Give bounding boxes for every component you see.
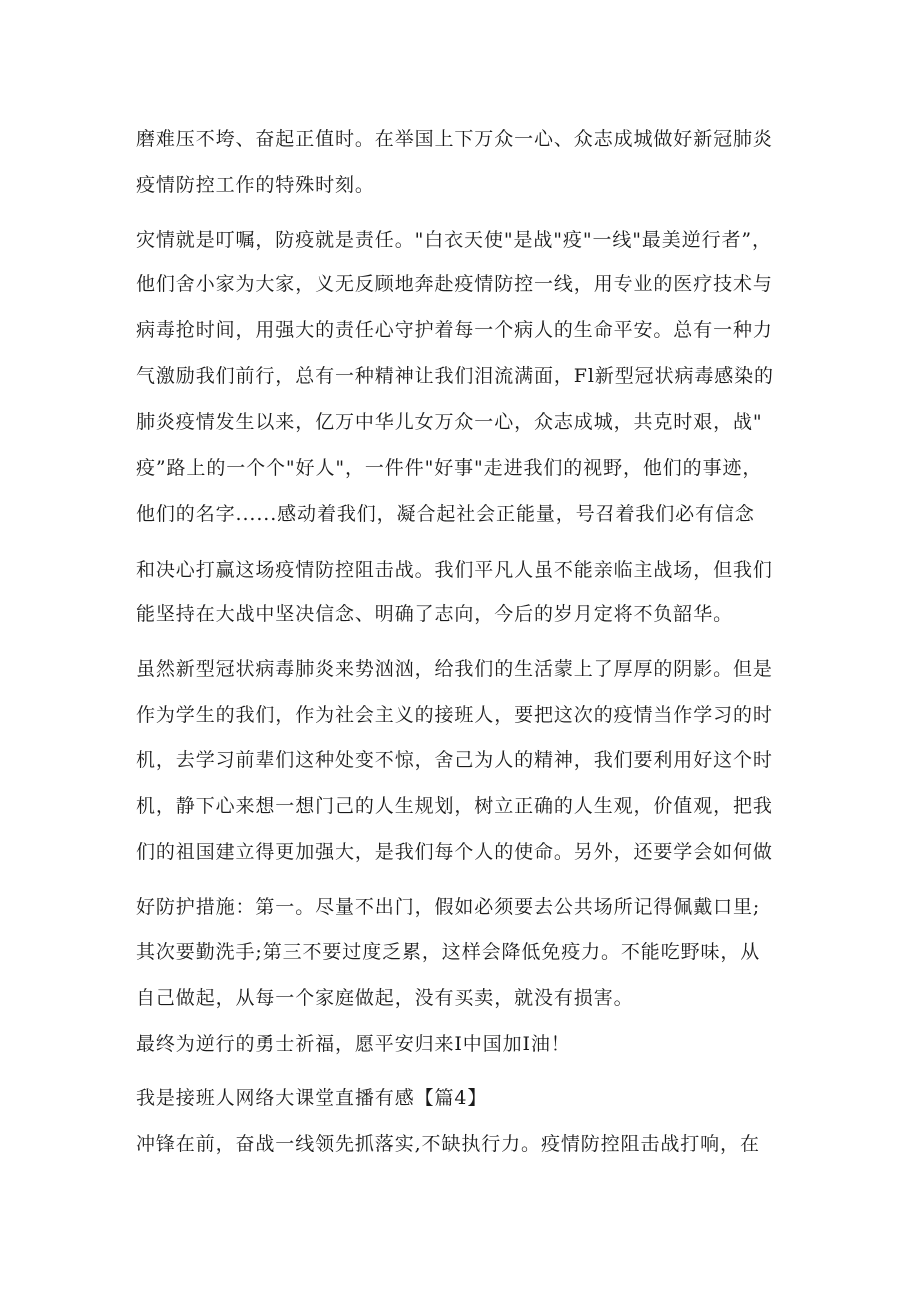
text-line: 他们的名字......感动着我们，凝合起社会正能量，号召着我们必有信念 <box>136 503 755 525</box>
text-line: 机，去学习前辈们这种处变不惊，舍己为人的精神，我们要利用好这个时 <box>136 749 773 771</box>
text-line: 和决心打赢这场疫情防控阻击战。我们平凡人虽不能亲临主战场，但我们 <box>136 559 773 581</box>
text-line: 病毒抢时间，用强大的责任心守护着每一个病人的生命平安。总有一种力 <box>136 319 773 341</box>
text-line: 气激励我们前行，总有一种精神让我们泪流满面，Fl新型冠状病毒感染的 <box>136 365 774 387</box>
text-line: 肺炎疫情发生以来，亿万中华儿女万众一心，众志成城，共克时艰，战" <box>136 411 763 433</box>
text-line: 疫情防控工作的特殊时刻。 <box>136 174 375 196</box>
text-line: 疫”路上的一个个"好人"，一件件"好事"走进我们的视野，他们的事迹， <box>136 457 763 479</box>
text-line: 冲锋在前，奋战一线领先抓落实,不缺执行力。疫情防控阻击战打响，在 <box>136 1133 760 1155</box>
text-line: 能坚持在大战中坚决信念、明确了志向，今后的岁月定将不负韶华。 <box>136 603 734 625</box>
text-line: 好防护措施：第一。尽量不出门，假如必须要去公共场所记得佩戴口里; <box>136 896 761 918</box>
text-line: 最终为逆行的勇士祈福，愿平安归来I中国加I油！ <box>136 1033 571 1055</box>
text-line: 灾情就是叮嘱，防疫就是责任。"白衣天使"是战"疫"一线"最美逆行者”， <box>136 229 772 251</box>
text-line: 机，静下心来想一想门己的人生规划，树立正确的人生观，价值观，把我 <box>136 795 773 817</box>
text-line: 自己做起，从每一个家庭做起，没有买卖，就没有损害。 <box>136 987 634 1009</box>
text-line: 他们舍小家为大家，义无反顾地奔赴疫情防控一线，用专业的医疗技术与 <box>136 273 773 295</box>
text-line: 其次要勤洗手;第三不要过度乏累，这样会降低免疫力。不能吃野味，从 <box>136 941 761 963</box>
text-line: 虽然新型冠状病毒肺炎来势汹汹，给我们的生活蒙上了厚厚的阴影。但是 <box>136 658 773 680</box>
section-heading: 我是接班人网络大课堂直播有感【篇4】 <box>136 1087 488 1109</box>
text-line: 作为学生的我们，作为社会主义的接班人，要把这次的疫情当作学习的时 <box>136 704 773 726</box>
text-line: 磨难压不垮、奋起正值时。在举国上下万众一心、众志成城做好新冠肺炎 <box>136 128 773 150</box>
text-line: 们的祖国建立得更加强大，是我们每个人的使命。另外，还要学会如何做 <box>136 841 773 863</box>
